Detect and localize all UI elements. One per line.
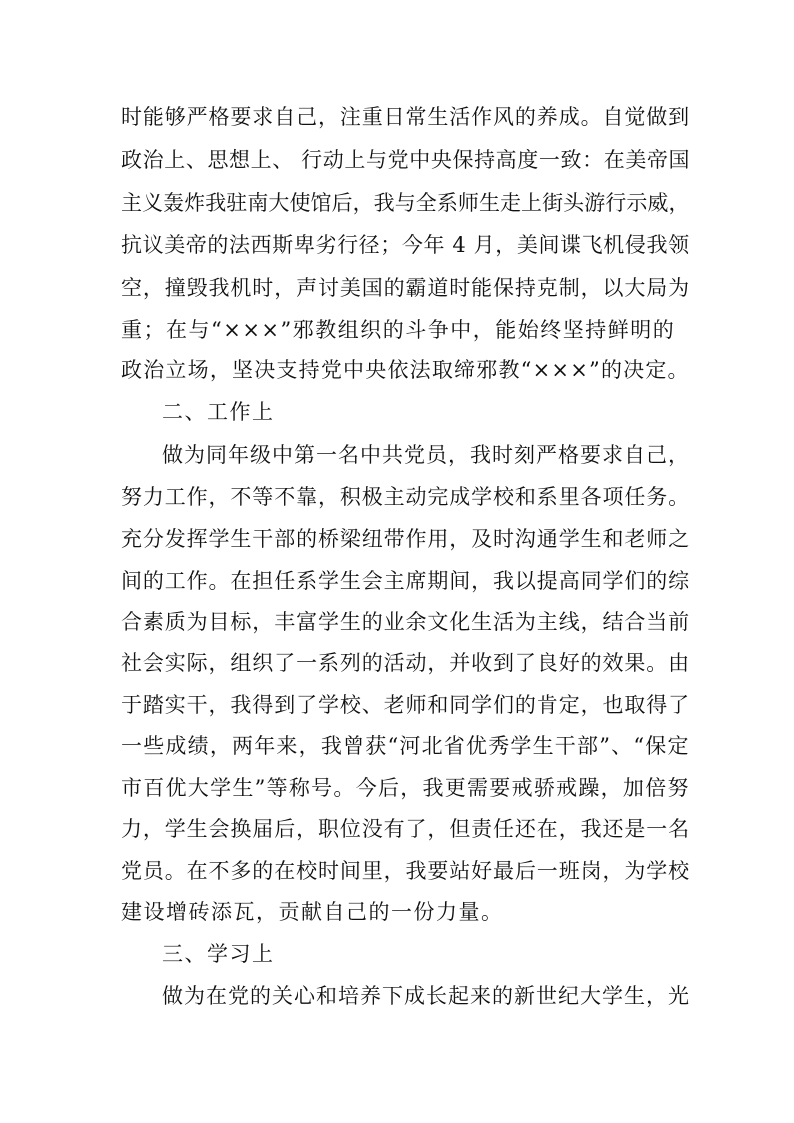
body-text-line: 一些成绩，两年来，我曾获“河北省优秀学生干部”、“保定: [121, 734, 690, 758]
body-text-line: 充分发挥学生干部的桥梁纽带作用，及时沟通学生和老师之: [121, 527, 690, 551]
section-heading-study: 三、学习上: [162, 942, 275, 966]
body-text-line: 政治上、思想上、 行动上与党中央保持高度一致：在美帝国: [121, 148, 691, 172]
body-text-line: 努力工作，不等不靠，积极主动完成学校和系里各项任务。: [121, 485, 690, 509]
body-text-line: 重；在与“×××”邪教组织的斗争中，能始终坚持鲜明的: [121, 318, 676, 342]
body-text-line: 时能够严格要求自己，注重日常生活作风的养成。自觉做到: [121, 105, 690, 129]
body-text-line: 力，学生会换届后，职位没有了，但责任还在，我还是一名: [121, 817, 690, 841]
body-text-line: 建设增砖添瓦，贡献自己的一份力量。: [121, 900, 504, 924]
body-text-line: 市百优大学生”等称号。今后，我更需要戒骄戒躁，加倍努: [121, 776, 690, 800]
paragraph-first-line: 做为在党的关心和培养下成长起来的新世纪大学生，光: [162, 984, 690, 1008]
body-text-line: 党员。在不多的在校时间里，我要站好最后一班岗，为学校: [121, 859, 690, 883]
body-text-line: 空，撞毁我机时，声讨美国的霸道时能保持克制，以大局为: [121, 276, 690, 300]
body-text-line: 间的工作。在担任系学生会主席期间，我以提高同学们的综: [121, 569, 690, 593]
body-text-line: 政治立场，坚决支持党中央依法取缔邪教“×××”的决定。: [121, 358, 690, 382]
body-text-line: 抗议美帝的法西斯卑劣行径；今年 4 月，美间谍飞机侵我领: [121, 233, 690, 257]
body-text-line: 合素质为目标，丰富学生的业余文化生活为主线，结合当前: [121, 610, 690, 634]
body-text-line: 于踏实干，我得到了学校、老师和同学们的肯定，也取得了: [121, 693, 690, 717]
body-text-line: 社会实际，组织了一系列的活动，并收到了良好的效果。由: [121, 651, 690, 675]
body-text-line: 主义轰炸我驻南大使馆后，我与全系师生走上街头游行示威，: [121, 191, 690, 215]
section-heading-work: 二、工作上: [162, 400, 275, 424]
paragraph-first-line: 做为同年级中第一名中共党员，我时刻严格要求自己，: [162, 443, 690, 467]
